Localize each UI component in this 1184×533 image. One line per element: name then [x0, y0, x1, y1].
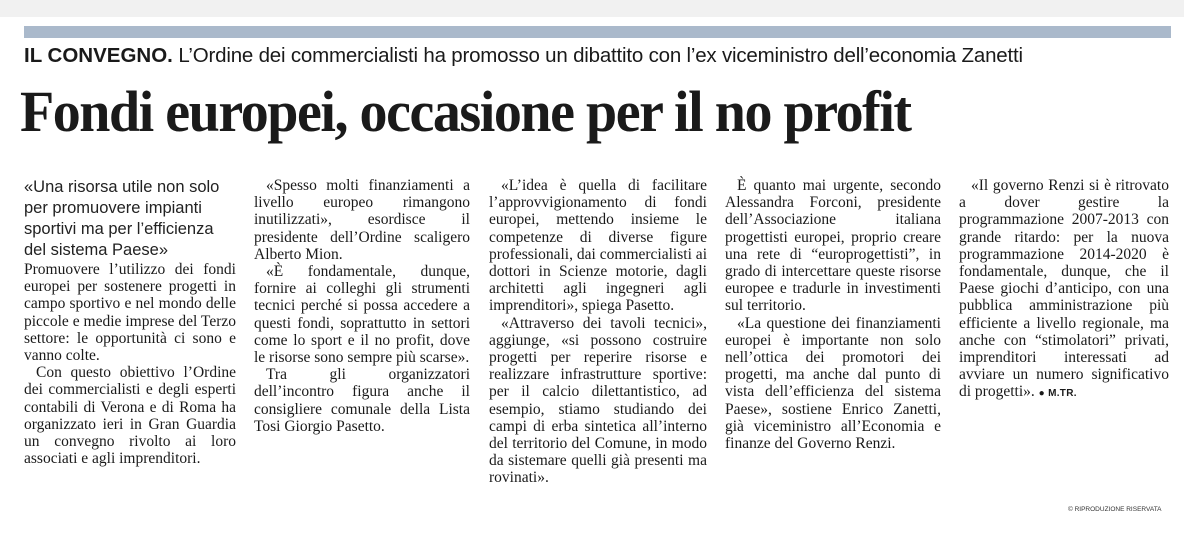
copyright-notice: © RIPRODUZIONE RISERVATA	[1068, 506, 1162, 513]
column-5	[959, 177, 1169, 403]
paragraph: «Spesso molti finanziamenti a livello europeo rimangono inutilizzati», esordisce il presidente dell’Ordine scaligero Alberto Mion.	[254, 177, 470, 263]
paragraph: «L’idea è quella di facilitare l’approvvigionamento di fondi europei, mettendo insieme le competenze di diverse figure professionali, dai commercialisti ai dottori in Scienze motorie, dagli architetti agli ingegneri agli imprenditori», spiega Pasetto.	[489, 177, 707, 315]
headline: Fondi europei, occasione per il no profit	[20, 79, 911, 144]
paragraph: Tra gli organizzatori dell’incontro figura anche il consigliere comunale della Lista Tosi Giorgio Pasetto.	[254, 366, 470, 435]
column-3	[489, 177, 707, 487]
paragraph-text: «Il governo Renzi si è ritrovato a dover gestire la programmazione 2007-2013 con grande ritardo: per la nuova programmazione 2014-2020 è fondamentale, dunque, che il Paese giochi d’anticipo, con una pubblica amministrazione più efficiente a livello regionale, ma anche con “stimolatori” privati, imprenditori interessati ad avviare un numero significativo di progetti».	[959, 177, 1169, 401]
column-4	[725, 177, 941, 452]
paragraph: «La questione dei finanziamenti europei è importante non solo nell’ottica dei promotori dei progetti, ma anche dal punto di vista dell’efficienza del sistema Paese», sostiene Enrico Zanetti, già viceministro all’Economia e finanze del Governo Renzi.	[725, 314, 941, 453]
column-2	[254, 177, 470, 435]
author-signature: ● M.TR.	[1038, 388, 1077, 400]
paragraph: «Attraverso dei tavoli tecnici», aggiunge, «si possono costruire progetti per reperire risorse e realizzare infrastrutture sportive: per il calcio dilettantistico, ad esempio, stiamo studiando dei campi di erba sintetica all’interno del territorio del Comune, in modo da sistemare quelli già presenti ma rovinati».	[489, 314, 707, 487]
kicker-text: L’Ordine dei commercialisti ha promosso un dibattito con l’ex viceministro dell’economia Zanetti	[172, 44, 1023, 67]
paragraph: «È fondamentale, dunque, fornire ai colleghi gli strumenti tecnici perché si possa accedere a questi fondi, soprattutto in settori come lo sport e il no profit, dove le risorse sono sempre più scarse».	[254, 263, 470, 367]
column-1	[24, 177, 236, 467]
paragraph: Con questo obiettivo l’Ordine dei commercialisti e degli esperti contabili di Verona e di Roma ha organizzato ieri in Gran Guardia un convegno rivolto ai loro associati e agli imprenditori.	[24, 364, 236, 468]
kicker-lead: IL CONVEGNO.	[24, 44, 173, 67]
pull-quote: «Una risorsa utile non solo per promuovere impianti sportivi ma per l’efficienza del sistema Paese»	[24, 178, 220, 259]
paragraph: È quanto mai urgente, secondo Alessandra Forconi, presidente dell’Associazione italiana progettisti europei, proprio creare una rete di “europrogettisti”, in grado di intercettare queste risorse europee e tradurle in investimenti sul territorio.	[725, 177, 941, 315]
paragraph: Promuovere l’utilizzo dei fondi europei per sostenere progetti in campo sportivo e nel mondo delle piccole e medie imprese del Terzo settore: le opportunità ci sono e vanno colte.	[24, 261, 236, 365]
paragraph	[959, 177, 1169, 403]
section-band	[24, 26, 1171, 38]
kicker	[24, 44, 1174, 68]
page-top-edge	[0, 0, 1184, 17]
